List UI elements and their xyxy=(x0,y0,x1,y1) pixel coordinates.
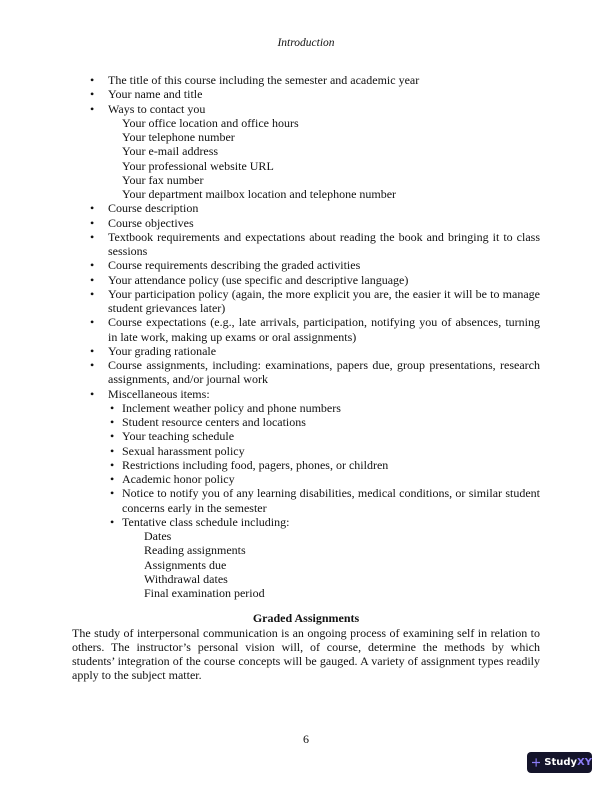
bullet-icon: • xyxy=(110,443,115,458)
list-item xyxy=(0,273,540,287)
list-item-text: Course requirements describing the graded activities xyxy=(108,258,361,273)
list-item xyxy=(0,287,540,316)
sub-sub-list-item xyxy=(0,543,612,557)
list-item-text: Your grading rationale xyxy=(108,343,217,358)
list-item xyxy=(0,315,540,344)
list-item-text: Course assignments, including: examinations, papers due, group presentations, research assignments, and/or journal work xyxy=(108,358,540,387)
sub-sub-list-item xyxy=(0,558,612,572)
list-item-text: Your participation policy (again, the more explicit you are, the easier it will be to manage student grievances later) xyxy=(108,286,540,315)
list-item-text: Your department mailbox location and telephone number xyxy=(122,187,397,201)
bullet-icon: • xyxy=(110,400,115,415)
list-item-text: Your professional website URL xyxy=(122,158,274,173)
list-item xyxy=(0,344,540,358)
section-heading: Graded Assignments xyxy=(252,611,360,626)
sub-list-item xyxy=(0,173,612,187)
list-item xyxy=(0,201,540,215)
list-item-text: Inclement weather policy and phone numbers xyxy=(122,400,341,415)
sub-list-item xyxy=(0,458,540,472)
sub-list-item xyxy=(0,472,540,486)
bullet-icon: • xyxy=(90,258,95,273)
page-number: 6 xyxy=(303,732,309,746)
list-item xyxy=(0,73,540,87)
sub-sub-list-item xyxy=(0,572,612,586)
list-item xyxy=(0,387,540,401)
studyxy-logo[interactable] xyxy=(527,752,592,773)
sub-sub-list-item xyxy=(0,586,612,600)
list-item-text: Reading assignments xyxy=(144,543,246,558)
list-item-text: Miscellaneous items: xyxy=(108,386,210,401)
list-item-text: Restrictions including food, pagers, phones, or children xyxy=(122,457,389,472)
logo-text: StudyXY xyxy=(544,757,592,768)
body-paragraph: The study of interpersonal communication is an ongoing process of examining self in relation to others. The instructor’s personal vision will, of course, determine the methods by which students’ integration of the course concepts will be gauged. A variety of assignment types readily apply to the subject matter. xyxy=(72,625,540,683)
list-item-text: Your fax number xyxy=(122,172,204,187)
bullet-icon: • xyxy=(110,486,115,501)
list-item-text: Tentative class schedule including: xyxy=(122,514,290,529)
sub-list-item xyxy=(0,116,612,130)
bullet-icon: • xyxy=(90,215,95,230)
list-item-text: Final examination period xyxy=(144,586,265,600)
list-item xyxy=(0,216,540,230)
bullet-icon: • xyxy=(90,229,95,244)
list-item-text: Course expectations (e.g., late arrivals, participation, notifying you of absences, turning in late work, making up exams or oral assignments) xyxy=(108,315,540,344)
list-item xyxy=(0,258,540,272)
sub-list-item xyxy=(0,144,612,158)
sub-list-item xyxy=(0,401,540,415)
list-item-text: Your attendance policy (use specific and descriptive language) xyxy=(108,272,409,287)
list-item-text: Your e-mail address xyxy=(122,144,219,159)
running-header: Introduction xyxy=(277,37,335,49)
list-item-text: The title of this course including the semester and academic year xyxy=(108,73,420,87)
list-item-text: Course description xyxy=(108,201,199,216)
bullet-icon: • xyxy=(90,386,95,401)
sub-list-item xyxy=(0,415,540,429)
bullet-icon: • xyxy=(90,358,95,372)
sub-list-item xyxy=(0,515,540,529)
sub-list-item xyxy=(0,159,612,173)
bullet-icon: • xyxy=(110,514,115,529)
list-item-text: Textbook requirements and expectations about reading the book and bringing it to class sessions xyxy=(108,229,540,258)
list-item-text: Withdrawal dates xyxy=(144,571,228,586)
list-item-text: Ways to contact you xyxy=(108,101,206,116)
bullet-icon: • xyxy=(90,73,95,87)
bullet-icon: • xyxy=(90,272,95,287)
list-item-text: Course objectives xyxy=(108,215,194,230)
plus-icon xyxy=(532,757,540,768)
sub-list-item xyxy=(0,486,540,515)
sub-list-item xyxy=(0,130,612,144)
list-item xyxy=(0,230,540,259)
list-item-text: Student resource centers and locations xyxy=(122,415,306,429)
bullet-icon: • xyxy=(90,201,95,216)
list-item-text: Sexual harassment policy xyxy=(122,443,245,458)
bullet-icon: • xyxy=(90,315,95,330)
list-item-text: Your telephone number xyxy=(122,130,235,144)
list-item-text: Notice to notify you of any learning disabilities, medical conditions, or similar student concerns early in the semester xyxy=(122,486,540,515)
list-item xyxy=(0,102,540,116)
bullet-icon: • xyxy=(90,87,95,102)
list-item-text: Assignments due xyxy=(144,557,227,572)
sub-list-item xyxy=(0,444,540,458)
list-item-text: Your name and title xyxy=(108,87,203,102)
bullet-icon: • xyxy=(90,343,95,358)
list-item-text: Your office location and office hours xyxy=(122,115,299,130)
bullet-icon: • xyxy=(90,286,95,301)
document-body xyxy=(0,73,612,683)
bullet-icon: • xyxy=(110,415,115,429)
list-item-text: Dates xyxy=(144,529,172,543)
bullet-icon: • xyxy=(110,429,115,444)
list-item-text: Academic honor policy xyxy=(122,472,235,486)
sub-sub-list-item xyxy=(0,529,612,543)
bullet-icon: • xyxy=(90,101,95,116)
bullet-icon: • xyxy=(110,472,115,486)
syllabus-checklist xyxy=(0,73,612,600)
sub-list-item xyxy=(0,187,612,201)
list-item-text: Your teaching schedule xyxy=(122,429,235,444)
sub-list-item xyxy=(0,429,540,443)
bullet-icon: • xyxy=(110,457,115,472)
list-item xyxy=(0,87,540,101)
list-item xyxy=(0,358,540,387)
